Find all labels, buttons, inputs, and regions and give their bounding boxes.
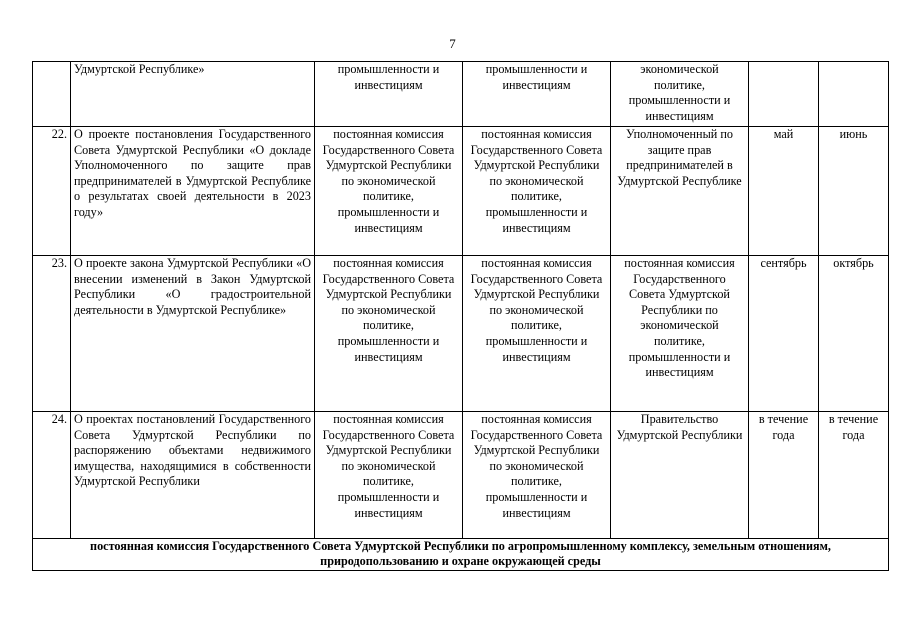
section-heading-row	[33, 539, 889, 571]
introducing-body: постоянная комиссия Государственного Совета Удмуртской Республики по экономической политике, промышленности и инвестициям	[463, 412, 611, 539]
submission-term: в течение года	[749, 412, 819, 539]
preparing-body: промышленности и инвестициям	[315, 62, 463, 127]
row-number: 24.	[33, 412, 71, 539]
item-title: О проектах постановлений Государственного Совета Удмуртской Республики по распоряжению объектами недвижимого имущества, находящимися в собственности Удмуртской Республики	[71, 412, 315, 539]
submission-term: май	[749, 127, 819, 256]
introducing-body: постоянная комиссия Государственного Совета Удмуртской Республики по экономической политике, промышленности и инвестициям	[463, 256, 611, 412]
review-term: октябрь	[819, 256, 889, 412]
item-title: О проекте закона Удмуртской Республики «О внесении изменений в Закон Удмуртской Республики «О градостроительной деятельности в Удмуртской Республике»	[71, 256, 315, 412]
responsible-body: постоянная комиссия Государственного Совета Удмуртской Республики по экономической политике, промышленности и инвестициям	[611, 256, 749, 412]
row-number	[33, 62, 71, 127]
preparing-body: постоянная комиссия Государственного Совета Удмуртской Республики по экономической политике, промышленности и инвестициям	[315, 412, 463, 539]
row-number: 22.	[33, 127, 71, 256]
review-term: в течение года	[819, 412, 889, 539]
responsible-body: Правительство Удмуртской Республики	[611, 412, 749, 539]
item-title: Удмуртской Республике»	[71, 62, 315, 127]
table-row	[33, 127, 889, 256]
page-number: 7	[449, 36, 456, 51]
responsible-body: Уполномоченный по защите прав предпринимателей в Удмуртской Республике	[611, 127, 749, 256]
review-term	[819, 62, 889, 127]
item-title: О проекте постановления Государственного Совета Удмуртской Республики «О докладе Уполномоченного по защите прав предпринимателей в Удмуртской Республике о результатах своей деятельности в 2023 году»	[71, 127, 315, 256]
introducing-body: постоянная комиссия Государственного Совета Удмуртской Республики по экономической политике, промышленности и инвестициям	[463, 127, 611, 256]
table-row	[33, 412, 889, 539]
preparing-body: постоянная комиссия Государственного Совета Удмуртской Республики по экономической политике, промышленности и инвестициям	[315, 256, 463, 412]
row-number: 23.	[33, 256, 71, 412]
table-row	[33, 62, 889, 127]
submission-term: сентябрь	[749, 256, 819, 412]
responsible-body: экономической политике, промышленности и инвестициям	[611, 62, 749, 127]
work-plan-table	[32, 61, 889, 571]
section-heading: постоянная комиссия Государственного Совета Удмуртской Республики по агропромышленному комплексу, земельным отношениям, природопользованию и охране окружающей среды	[33, 539, 889, 571]
table-row	[33, 256, 889, 412]
review-term: июнь	[819, 127, 889, 256]
preparing-body: постоянная комиссия Государственного Совета Удмуртской Республики по экономической политике, промышленности и инвестициям	[315, 127, 463, 256]
submission-term	[749, 62, 819, 127]
introducing-body: промышленности и инвестициям	[463, 62, 611, 127]
